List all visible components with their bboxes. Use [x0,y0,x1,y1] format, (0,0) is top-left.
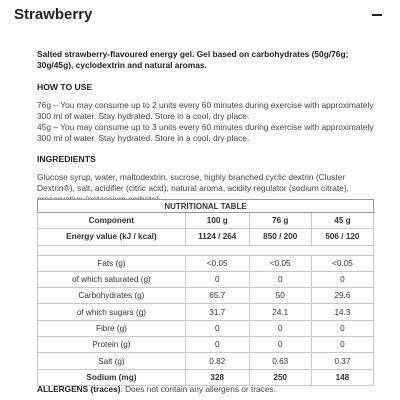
table-cell: 29.6 [311,288,373,304]
table-row [38,320,374,336]
accordion-header[interactable] [0,0,400,26]
table-cell: <0.05 [185,255,249,271]
table-cell: 0 [249,271,311,287]
table-cell: 0.63 [249,353,311,369]
table-cell: 0 [311,271,373,287]
product-details [37,49,377,205]
table-cell: Sodium (mg) [38,369,186,385]
table-cell: 0 [185,337,249,353]
column-header: 45 g [311,213,373,229]
table-cell: 50 [249,288,311,304]
product-title: Strawberry [14,6,93,23]
table-cell: Fats (g) [38,255,186,271]
table-cell: 24.1 [249,304,311,320]
table-cell: Carbohydrates (g) [38,288,186,304]
column-header: 76 g [249,213,311,229]
table-cell: 1124 / 264 [185,229,249,245]
table-cell: 0 [249,320,311,336]
nutritional-table-title: NUTRITIONAL TABLE [38,200,374,213]
allergens-note [37,384,276,394]
energy-row [38,229,374,245]
table-cell: Fibre (g) [38,320,186,336]
table-cell: Salt (g) [38,353,186,369]
table-cell: 0 [185,320,249,336]
table-cell: 14.3 [311,304,373,320]
allergens-text: : Does not contain any allergens or traces. [120,384,276,394]
table-cell: 31.7 [185,304,249,320]
table-row [38,271,374,287]
table-row [38,255,374,271]
table-cell: 0 [185,271,249,287]
table-cell: 65.7 [185,288,249,304]
table-cell: 328 [185,369,249,385]
table-cell: 506 / 120 [311,229,373,245]
column-header: Component [38,213,186,229]
table-row [38,304,374,320]
table-cell: Energy value (kJ / kcal) [38,229,186,245]
product-description: Salted strawberry-flavoured energy gel. Gel based on carbohydrates (50g/76g; 30g/45g), cyclodextrin and natural aromas. [37,49,349,70]
table-cell: of which saturated (g) [38,271,186,287]
table-row [38,288,374,304]
usage-45g: 45g – You may consume up to 3 units every 60 minutes during exercise with approximately 300 ml of water. Stay hydrated. Store in a cool, dry place. [37,122,374,143]
ingredients-text: Glucose syrup, water, maltodextrin, sucrose, highly branched cyclic dextrin (Cluster Dextrin®), salt, acidifier (citric acid), natural aroma, acidity regulator (sodium citrate), [37,172,349,193]
table-cell: <0.05 [249,255,311,271]
table-cell: 250 [249,369,311,385]
table-cell: of which sugars (g) [38,304,186,320]
table-cell: Protein (g) [38,337,186,353]
table-cell: 0 [311,337,373,353]
how-to-use-title: HOW TO USE [37,82,93,92]
ingredients-title: INGREDIENTS [37,154,96,164]
table-cell: 0 [249,337,311,353]
usage-76g: 76g – You may consume up to 2 units every 60 minutes during exercise with approximately 300 ml of water. Stay hydrated. Store in a cool, dry place. [37,100,374,121]
nutritional-table [37,199,374,386]
table-spacer [38,245,374,255]
table-header-row [38,213,374,229]
table-cell: <0.05 [311,255,373,271]
collapse-minus-icon[interactable] [372,14,382,16]
table-row [38,353,374,369]
table-cell: 148 [311,369,373,385]
table-row [38,337,374,353]
table-cell: 850 / 200 [249,229,311,245]
column-header: 100 g [185,213,249,229]
allergens-label: ALLERGENS (traces) [37,384,121,394]
table-cell: 0.82 [185,353,249,369]
table-cell: 0 [311,320,373,336]
table-cell: 0.37 [311,353,373,369]
